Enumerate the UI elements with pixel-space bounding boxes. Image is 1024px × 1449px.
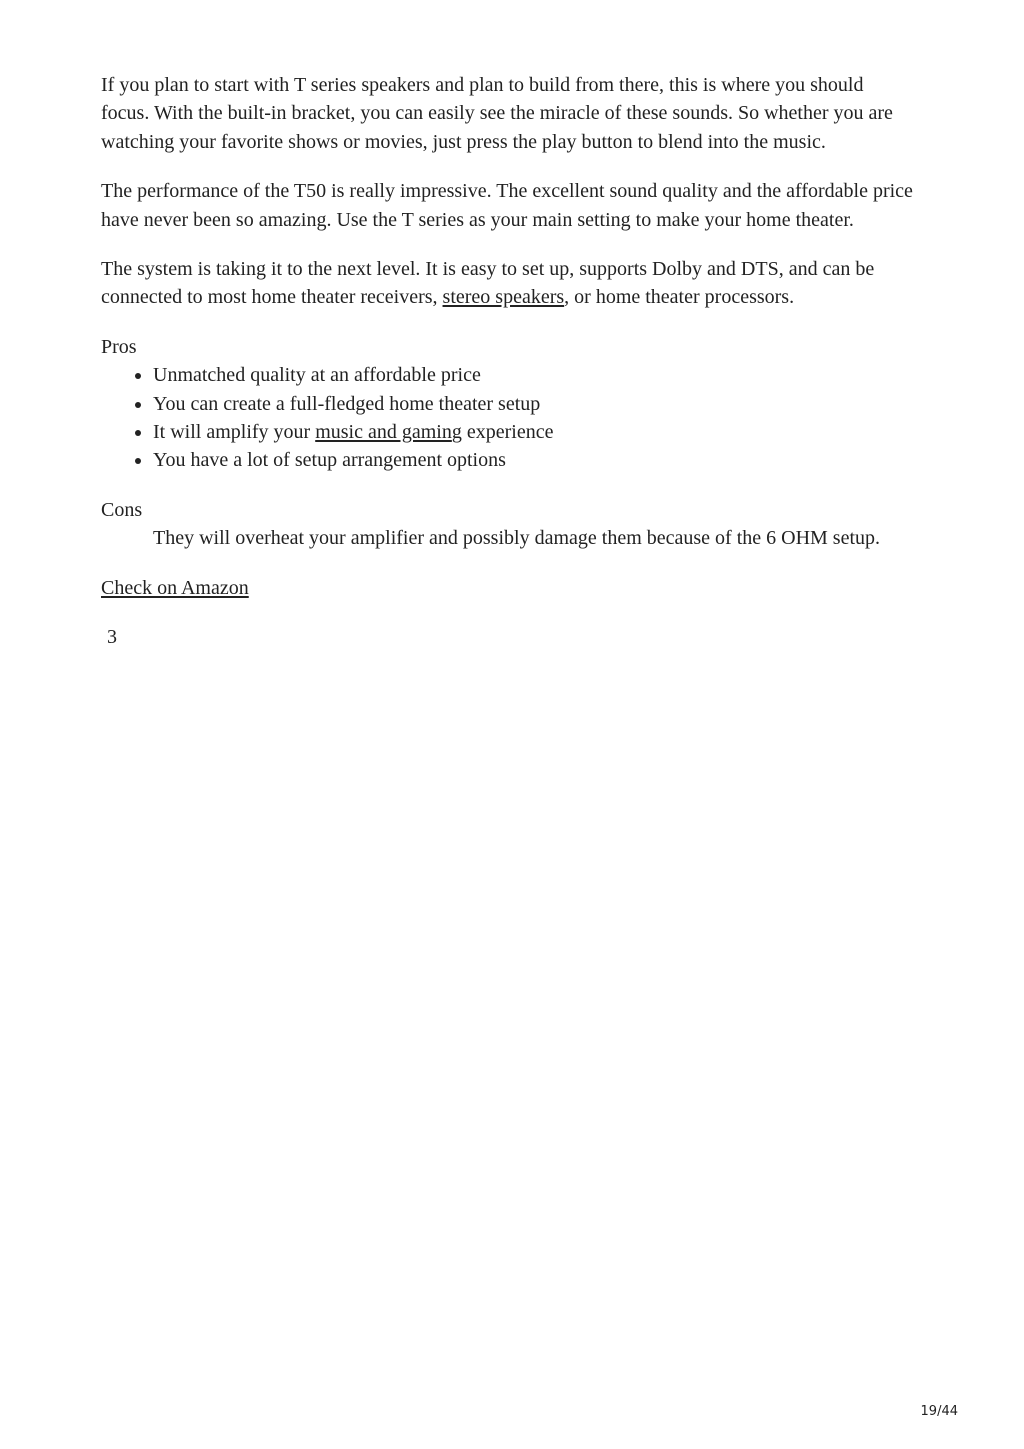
paragraph-system-setup-text-end: , or home theater processors. bbox=[564, 286, 795, 309]
music-and-gaming-link[interactable]: music and gamin bbox=[315, 421, 452, 444]
paragraph-system-setup-text-start: The system is taking it to the next level. It is easy to set up, supports Dolby and DTS, and can be connected to most home theater receivers, bbox=[101, 258, 875, 309]
article-body bbox=[101, 71, 916, 652]
pros-item bbox=[153, 418, 916, 446]
page-number: 19/44 bbox=[920, 1404, 958, 1419]
cons-text: They will overheat your amplifier and possibly damage them because of the 6 OHM setup. bbox=[153, 527, 881, 550]
pros-item-text-end: g experience bbox=[451, 421, 554, 444]
pros-list bbox=[101, 361, 916, 475]
paragraph-system-setup bbox=[101, 255, 916, 312]
pros-item-text-start: It will amplify your bbox=[153, 421, 316, 444]
cons-heading: Cons bbox=[101, 498, 143, 521]
product-rank-number: 3 bbox=[107, 626, 117, 649]
pros-item: • Unmatched quality at an affordable price bbox=[153, 361, 916, 389]
paragraph-t-series-intro: If you plan to start with T series speakers and plan to build from there, this is where you should focus. With the built-in bracket, you can easily see the miracle of these sounds. So whether you are watching your favorite shows or movies, just press the play button to blend into the music. bbox=[101, 74, 893, 153]
stereo-speakers-link[interactable]: stereo speakers bbox=[442, 286, 565, 309]
amazon-link-paragraph bbox=[101, 574, 916, 602]
paragraph-t50-performance: The performance of the T50 is really impressive. The excellent sound quality and the affordable price have never been so amazing. Use the T series as your main setting to make your home theater. bbox=[101, 180, 913, 231]
check-on-amazon-link[interactable]: Check on Amazon bbox=[101, 576, 249, 599]
pros-item: • You have a lot of setup arrangement options bbox=[153, 446, 916, 474]
pros-heading: Pros bbox=[101, 335, 137, 358]
pros-item: • You can create a full-fledged home theater setup bbox=[153, 390, 916, 418]
